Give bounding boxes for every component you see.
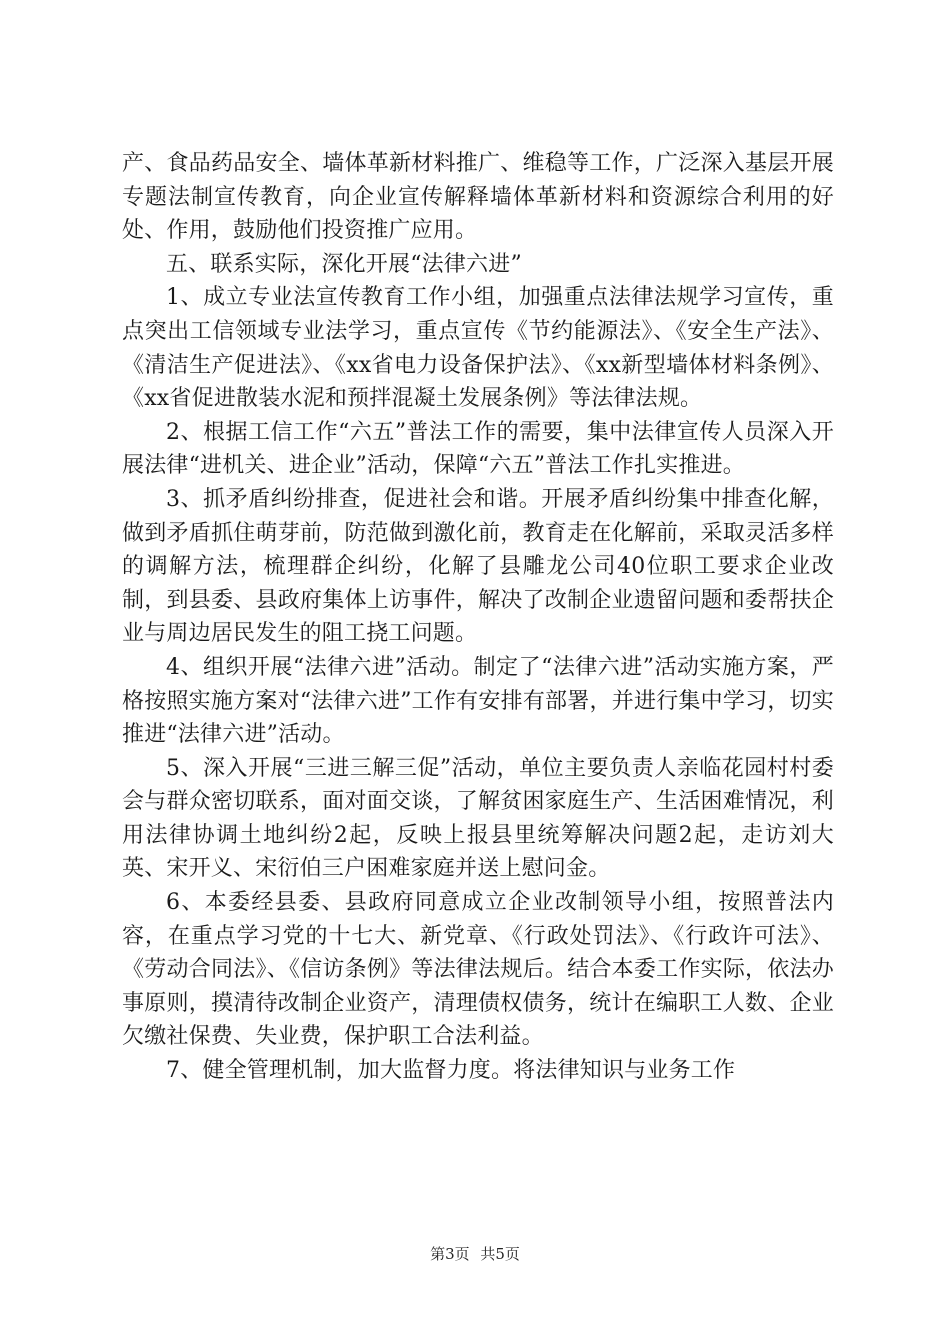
paragraph-item-3: 3、抓矛盾纠纷排查，促进社会和谐。开展矛盾纠纷集中排查化解，做到矛盾抓住萌芽前，防范做到激化前，教育走在化解前，采取灵活多样的调解方法，梳理群企纠纷，化解了县雕龙公司40位职工要求企业改制，到县委、县政府集体上访事件，解决了改制企业遗留问题和委帮扶企业与周边居民发生的阻工挠工问题。 [122,486,834,647]
paragraph-item-5: 5、深入开展“三进三解三促”活动，单位主要负责人亲临花园村村委会与群众密切联系，面对面交谈，了解贫困家庭生产、生活困难情况，利用法律协调土地纠纷2起，反映上报县里统筹解决问题2起，走访刘大英、宋开义、宋衍伯三户困难家庭并送上慰问金。 [122,755,834,882]
page-number-total: 共5页 [480,1245,520,1263]
document-body [122,147,834,1088]
paragraph-item-1: 1、成立专业法宣传教育工作小组，加强重点法律法规学习宣传，重点突出工信领域专业法学习，重点宣传《节约能源法》、《安全生产法》、《清洁生产促进法》、《xx省电力设备保护法》、《xx新型墙体材料条例》、《xx省促进散装水泥和预拌混凝土发展条例》等法律法规。 [122,285,834,412]
paragraph-item-2: 2、根据工信工作“六五”普法工作的需要，集中法律宣传人员深入开展法律“进机关、进企业”活动，保障“六五”普法工作扎实推进。 [122,419,834,479]
section-heading: 五、联系实际，深化开展“法律六进” [166,251,522,277]
paragraph-item-6: 6、本委经县委、县政府同意成立企业改制领导小组，按照普法内容，在重点学习党的十七大、新党章、《行政处罚法》、《行政许可法》、《劳动合同法》、《信访条例》等法律法规后。结合本委工作实际，依法办事原则，摸清待改制企业资产，清理债权债务，统计在编职工人数、企业欠缴社保费、失业费，保护职工合法利益。 [122,890,834,1050]
page-footer [0,1244,950,1264]
paragraph-item-4: 4、组织开展“法律六进”活动。制定了“法律六进”活动实施方案，严格按照实施方案对“法律六进”工作有安排有部署，并进行集中学习，切实推进“法律六进”活动。 [122,654,834,748]
paragraph-continuation: 产、食品药品安全、墙体革新材料推广、维稳等工作，广泛深入基层开展专题法制宣传教育，向企业宣传解释墙体革新材料和资源综合利用的好处、作用，鼓励他们投资推广应用。 [122,151,834,244]
page-number-current: 第3页 [430,1245,470,1263]
paragraph-item-7: 7、健全管理机制，加大监督力度。将法律知识与业务工作 [166,1058,736,1084]
